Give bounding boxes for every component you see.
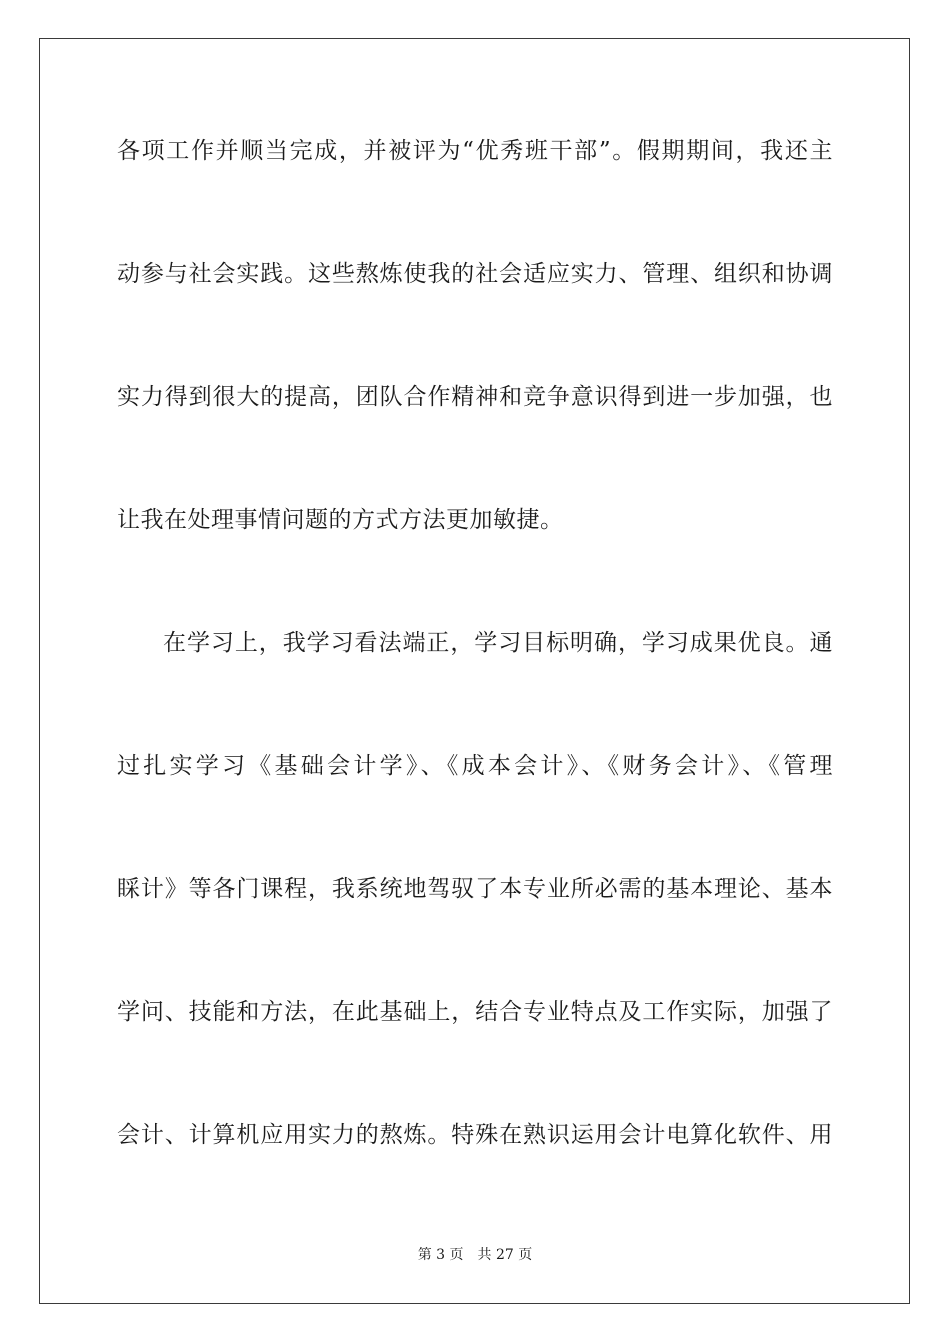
page-number: 第 3 页 [417,1247,464,1263]
paragraph-line: 实力得到很大的提高，团队合作精神和竞争意识得到进一步加强，也 [117,384,833,410]
total-pages: 共 27 页 [477,1247,533,1263]
paragraph-line: 动参与社会实践。这些熬炼使我的社会适应实力、管理、组织和协调 [117,261,833,287]
paragraph-line: 各项工作并顺当完成，并被评为“优秀班干部”。假期期间，我还主 [117,138,833,164]
page-footer [0,1246,950,1264]
page-border [39,38,910,1304]
paragraph-line: 让我在处理事情问题的方式方法更加敏捷。 [117,507,564,533]
paragraph-line: 过扎实学习《基础会计学》、《成本会计》、《财务会计》、《管理 [117,753,833,779]
paragraph-line: 睬计》等各门课程，我系统地驾驭了本专业所必需的基本理论、基本 [117,876,833,902]
paragraph-line: 会计、计算机应用实力的熬炼。特殊在熟识运用会计电算化软件、用 [117,1122,833,1148]
paragraph-line: 学问、技能和方法，在此基础上，结合专业特点及工作实际，加强了 [117,999,833,1025]
paragraph-line: 在学习上，我学习看法端正，学习目标明确，学习成果优良。通 [163,630,833,656]
